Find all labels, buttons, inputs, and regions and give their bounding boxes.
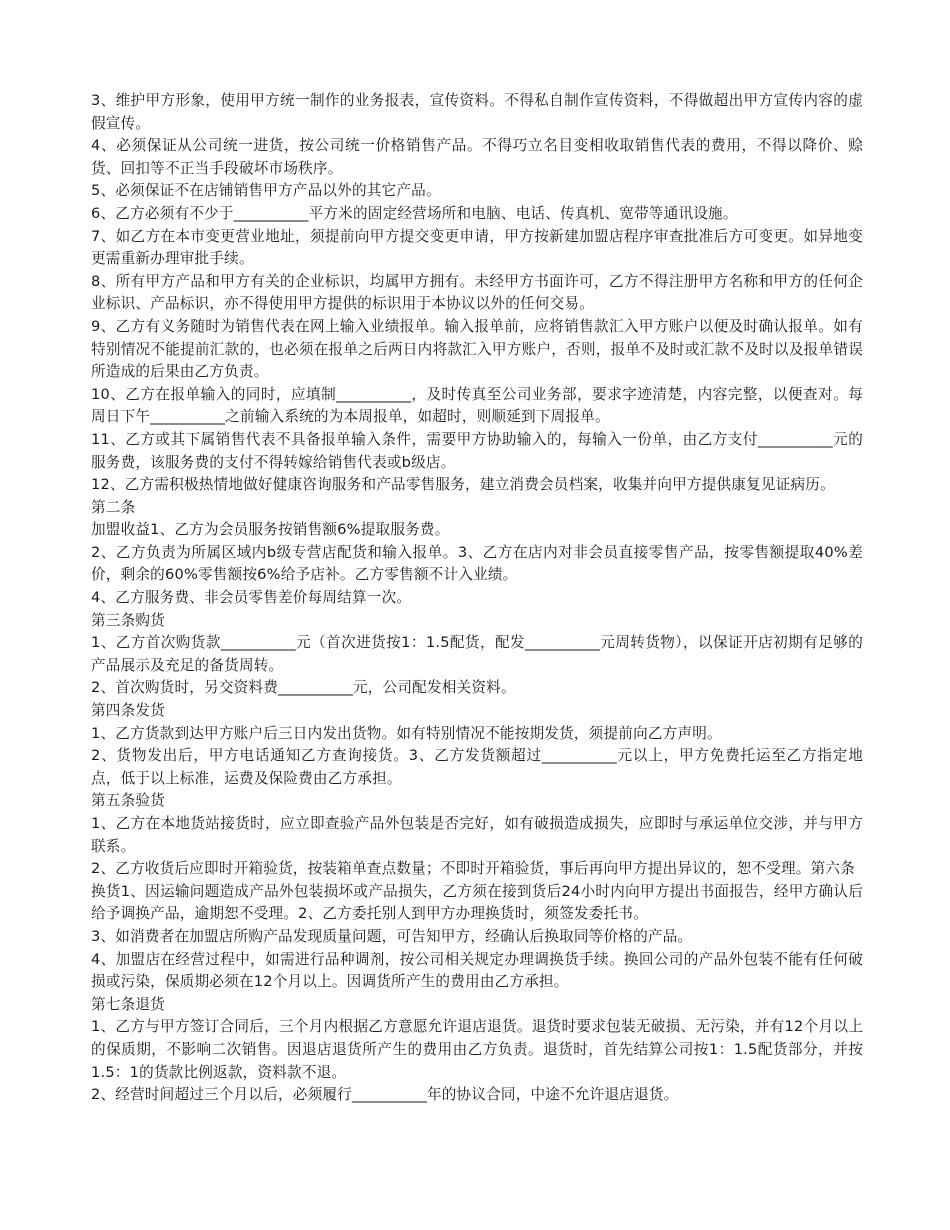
clause-11-service-fee: 11、乙方或其下属销售代表不具备报单输入条件，需要甲方协助输入的，每输入一份单，由乙方支付__________元的服务费，该服务费的支付不得转嫁给销售代表或b级店。 [91, 430, 863, 471]
clause-6-premises: 6、乙方必须有不少于__________平方米的固定经营场所和电脑、电话、传真机、宽带等通讯设施。 [91, 204, 738, 222]
clause-7-address-change: 7、如乙方在本市变更营业地址，须提前向甲方提交变更申请，甲方按新建加盟店程序审查批准后方可变更。如异地变更需重新办理审批手续。 [91, 227, 863, 268]
article-2-income-1: 加盟收益1、乙方为会员服务按销售额6%提取服务费。 [91, 521, 450, 539]
article-2-income-4: 4、乙方服务费、非会员零售差价每周结算一次。 [91, 589, 412, 607]
section-heading-article-2: 第二条 [91, 498, 136, 516]
section-heading-article-5: 第五条验货 [91, 792, 165, 810]
section-heading-article-7: 第七条退货 [91, 995, 165, 1013]
clause-12-health-service: 12、乙方需积极热情地做好健康咨询服务和产品零售服务，建立消费会员档案，收集并向甲方提供康复见证病历。 [91, 476, 835, 494]
article-6-exchange-4: 4、加盟店在经营过程中，如需进行品种调剂，按公司相关规定办理调换货手续。换回公司的产品外包装不能有任何破损或污染，保质期必须在12个月以上。因调货所产生的费用由乙方承担。 [91, 950, 863, 991]
article-6-exchange-1-2: 换货1、因运输问题造成产品外包装损坏或产品损失，乙方须在接到货后24小时内向甲方提出书面报告，经甲方确认后给予调换产品，逾期恕不受理。2、乙方委托别人到甲方办理换货时，须签发委托书。 [91, 882, 863, 923]
clause-4-unified-purchase: 4、必须保证从公司统一进货，按公司统一价格销售产品。不得巧立名目变相收取销售代表的费用，不得以降价、赊货、回扣等不正当手段破坏市场秩序。 [91, 137, 863, 177]
article-5-inspection-2: 2、乙方收货后应即时开箱验货，按装箱单查点数量；不即时开箱验货，事后再向甲方提出异议的，恕不受理。第六条 [91, 860, 855, 878]
clause-3-brand-image: 3、维护甲方形象，使用甲方统一制作的业务报表，宣传资料。不得私自制作宣传资料，不得做超出甲方宣传内容的虚假宣传。 [91, 92, 863, 132]
article-7-return-1: 1、乙方与甲方签订合同后，三个月内根据乙方意愿允许退店退货。退货时要求包装无破损、无污染，并有12个月以上的保质期，不影响二次销售。因退店退货所产生的费用由乙方负责。退货时，首先结算公司按1：1.5配货部分，并按1.5：1的货款比例返款，资料款不退。 [91, 1018, 863, 1081]
contract-document [91, 90, 863, 1107]
article-3-purchase-1: 1、乙方首次购货款__________元（首次进货按1：1.5配货，配发__________元周转货物），以保证开店初期有足够的产品展示及充足的备货周转。 [91, 634, 863, 674]
clause-10-order-forms: 10、乙方在报单输入的同时，应填制__________，及时传真至公司业务部，要求字迹清楚，内容完整，以便查对。每周日下午__________之前输入系统的为本周报单，如超时，则顺延到下周报单。 [91, 385, 863, 426]
article-6-exchange-3: 3、如消费者在加盟店所购产品发现质量问题，可告知甲方，经确认后换取同等价格的产品。 [91, 927, 693, 945]
article-7-return-2: 2、经营时间超过三个月以后，必须履行__________年的协议合同，中途不允许退店退货。 [91, 1086, 679, 1104]
section-heading-article-3: 第三条购货 [91, 611, 165, 629]
article-2-income-2-3: 2、乙方负责为所属区域内b级专营店配货和输入报单。3、乙方在店内对非会员直接零售产品，按零售额提取40%差价，剩余的60%零售额按6%给予店补。乙方零售额不计入业绩。 [91, 543, 863, 584]
article-4-shipping-1: 1、乙方货款到达甲方账户后三日内发出货物。如有特别情况不能按期发货，须提前向乙方声明。 [91, 724, 722, 742]
article-4-shipping-2-3: 2、货物发出后，甲方电话通知乙方查询接货。3、乙方发货额超过__________元以上，甲方免费托运至乙方指定地点，低于以上标准，运费及保险费由乙方承担。 [91, 747, 863, 787]
clause-8-trademarks: 8、所有甲方产品和甲方有关的企业标识，均属甲方拥有。未经甲方书面许可，乙方不得注册甲方名称和甲方的任何企业标识、产品标识，亦不得使用甲方提供的标识用于本协议以外的任何交易。 [91, 272, 863, 313]
article-5-inspection-1: 1、乙方在本地货站接货时，应立即查验产品外包装是否完好，如有破损造成损失，应即时与承运单位交涉，并与甲方联系。 [91, 815, 863, 855]
clause-5-no-other-products: 5、必须保证不在店铺销售甲方产品以外的其它产品。 [91, 182, 441, 200]
article-3-purchase-2: 2、首次购货时，另交资料费__________元，公司配发相关资料。 [91, 679, 516, 697]
section-heading-article-4: 第四条发货 [91, 702, 165, 720]
clause-9-order-entry: 9、乙方有义务随时为销售代表在网上输入业绩报单。输入报单前，应将销售款汇入甲方账户以便及时确认报单。如有特别情况不能提前汇款的，也必须在报单之后两日内将款汇入甲方账户，否则，报单不及时或汇款不及时以及报单错误所造成的后果由乙方负责。 [91, 317, 863, 381]
